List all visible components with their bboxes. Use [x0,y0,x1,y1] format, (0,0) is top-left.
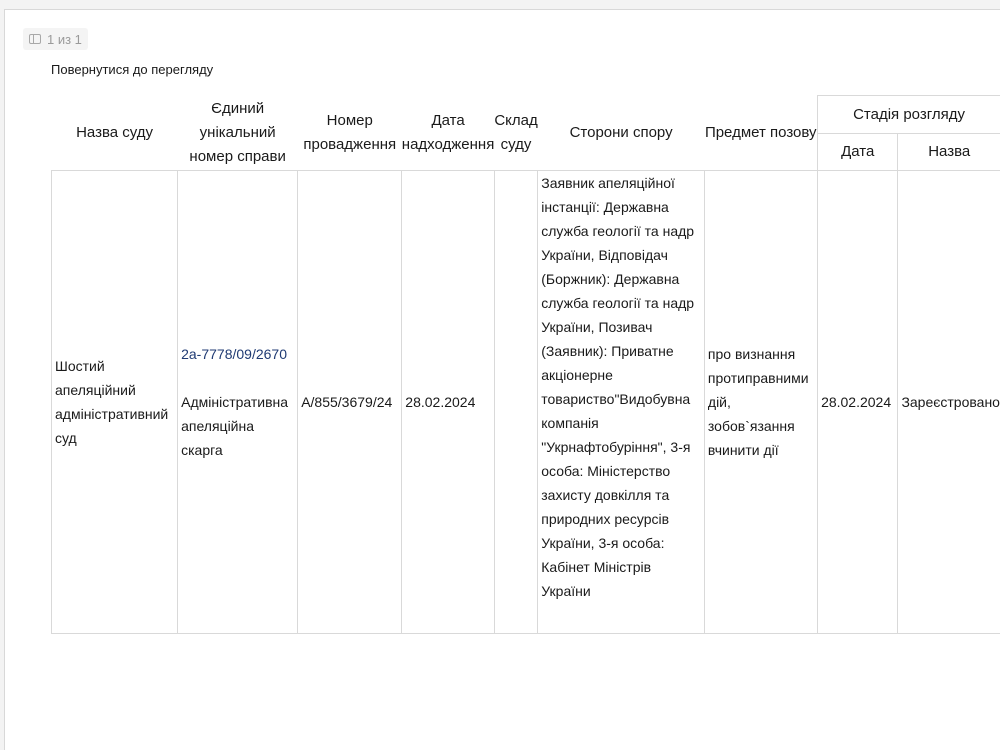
header-stage-name: Назва [898,134,1000,171]
header-court-composition: Склад суду [494,96,537,171]
header-receipt-date: Дата надходження [402,96,495,171]
cell-case-number [178,171,298,634]
document-page [4,9,1000,750]
cell-claim-subject: про визнання протиправними дій, зобов`язання вчинити дії [704,171,817,634]
case-number-link[interactable]: 2а-7778/09/2670 [181,342,297,366]
header-proceeding-number: Номер провадження [298,96,402,171]
cell-court-composition [494,171,537,634]
case-type: Адміністративна апеляційна скарга [181,390,297,462]
header-stage-group: Стадія розгляду [818,96,1000,134]
header-claim-subject: Предмет позову [704,96,817,171]
cell-parties: Заявник апеляційної інстанції: Державна служба геології та надр України, Відповідач (Боржник): Державна служба геології та надр України, Позивач (Заявник): Приватне акціонерне товариство"Видобувна компанія "Укрнафтобуріння", 3-я особа: Міністерство захисту довкілля та природних ресурсів України, 3-я особа: Кабінет Міністрів України [538,171,705,634]
page-sidebar-icon[interactable] [29,34,41,44]
cell-proceeding-number: А/855/3679/24 [298,171,402,634]
header-case-number: Єдиний унікальний номер справи [178,96,298,171]
page-counter-label: 1 из 1 [47,32,82,47]
page-counter[interactable] [23,28,88,50]
table-row [52,171,1000,634]
cell-receipt-date: 28.02.2024 [402,171,495,634]
header-stage-date: Дата [818,134,898,171]
back-to-view-link[interactable]: Повернутися до перегляду [51,62,213,77]
header-parties: Сторони спору [538,96,705,171]
cell-court-name: Шостий апеляційний адміністративний суд [52,171,178,634]
cell-stage-name: Зареєстровано [898,171,1000,634]
case-table [51,95,1000,634]
header-court-name: Назва суду [52,96,178,171]
cell-stage-date: 28.02.2024 [818,171,898,634]
